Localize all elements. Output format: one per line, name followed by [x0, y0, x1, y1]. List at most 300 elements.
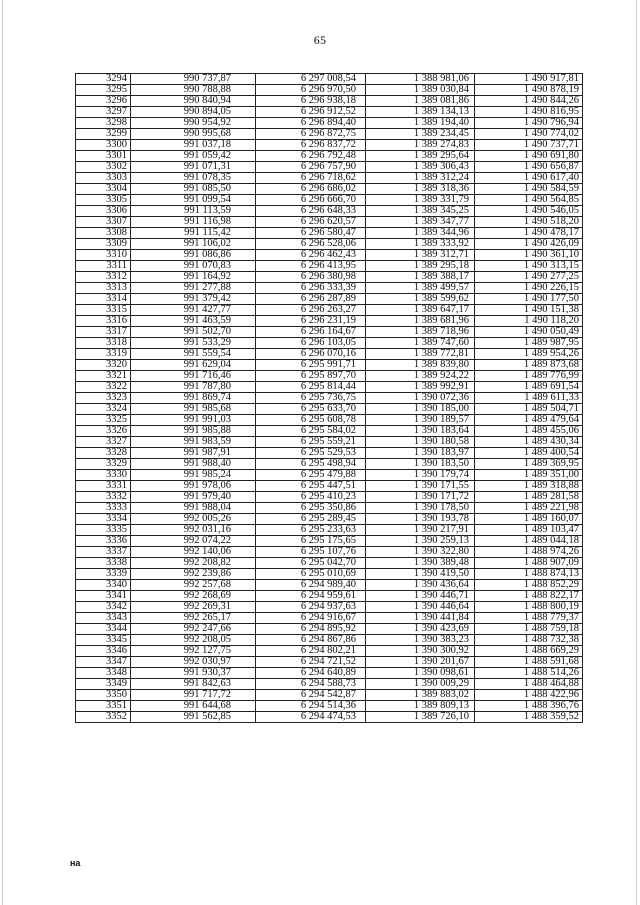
point-number-cell: 3298 [76, 118, 131, 129]
coordinate-cell: 1 490 050,49 [475, 327, 583, 338]
coordinate-cell: 1 389 081,86 [366, 96, 475, 107]
point-number-cell: 3306 [76, 206, 131, 217]
point-number-cell: 3295 [76, 85, 131, 96]
table-row [76, 448, 583, 459]
coordinate-cell: 992 257,68 [131, 580, 256, 591]
point-number-cell: 3304 [76, 184, 131, 195]
coordinate-cell: 6 294 542,87 [256, 690, 366, 701]
coordinate-cell: 992 031,16 [131, 525, 256, 536]
coordinate-cell: 1 389 809,13 [366, 701, 475, 712]
table-row [76, 338, 583, 349]
coordinate-cell: 1 389 883,02 [366, 690, 475, 701]
coordinate-cell: 6 294 867,86 [256, 635, 366, 646]
coordinate-cell: 991 115,42 [131, 228, 256, 239]
coordinate-cell: 1 390 383,23 [366, 635, 475, 646]
point-number-cell: 3338 [76, 558, 131, 569]
point-number-cell: 3339 [76, 569, 131, 580]
table-row [76, 558, 583, 569]
point-number-cell: 3327 [76, 437, 131, 448]
point-number-cell: 3308 [76, 228, 131, 239]
coordinate-cell: 6 295 010,69 [256, 569, 366, 580]
coordinate-cell: 1 488 422,96 [475, 690, 583, 701]
coordinate-cell: 1 389 718,96 [366, 327, 475, 338]
coordinate-cell: 1 389 681,96 [366, 316, 475, 327]
table-row [76, 118, 583, 129]
coordinate-cell: 1 390 436,64 [366, 580, 475, 591]
coordinate-cell: 1 489 103,47 [475, 525, 583, 536]
coordinate-cell: 991 116,98 [131, 217, 256, 228]
coordinate-cell: 1 389 347,77 [366, 217, 475, 228]
coordinate-cell: 991 059,42 [131, 151, 256, 162]
coordinate-cell: 991 978,06 [131, 481, 256, 492]
coordinate-cell: 1 390 178,50 [366, 503, 475, 514]
point-number-cell: 3312 [76, 272, 131, 283]
coordinate-cell: 6 296 686,02 [256, 184, 366, 195]
coordinate-cell: 1 488 874,13 [475, 569, 583, 580]
coordinate-cell: 991 086,86 [131, 250, 256, 261]
table-row [76, 591, 583, 602]
coordinate-cell: 1 489 455,06 [475, 426, 583, 437]
coordinate-cell: 991 787,80 [131, 382, 256, 393]
coordinate-cell: 6 295 529,53 [256, 448, 366, 459]
coordinate-cell: 991 985,24 [131, 470, 256, 481]
table-row [76, 250, 583, 261]
coordinate-cell: 1 390 322,80 [366, 547, 475, 558]
coordinate-cell: 6 295 897,70 [256, 371, 366, 382]
coordinate-cell: 6 296 757,90 [256, 162, 366, 173]
table-row [76, 635, 583, 646]
coordinate-cell: 6 295 633,70 [256, 404, 366, 415]
coordinate-cell: 6 296 103,05 [256, 338, 366, 349]
coordinate-cell: 1 490 177,50 [475, 294, 583, 305]
coordinate-cell: 1 389 306,43 [366, 162, 475, 173]
point-number-cell: 3349 [76, 679, 131, 690]
coordinate-cell: 6 294 588,73 [256, 679, 366, 690]
table-row [76, 305, 583, 316]
coordinate-cell: 1 488 800,19 [475, 602, 583, 613]
coordinate-cell: 6 295 175,65 [256, 536, 366, 547]
coordinate-cell: 6 295 559,21 [256, 437, 366, 448]
coordinate-cell: 1 390 193,78 [366, 514, 475, 525]
table-row [76, 404, 583, 415]
page-edge-right [636, 0, 637, 905]
coordinate-cell: 1 389 331,79 [366, 195, 475, 206]
point-number-cell: 3307 [76, 217, 131, 228]
table-row [76, 283, 583, 294]
coordinate-cell: 991 987,91 [131, 448, 256, 459]
table-row [76, 360, 583, 371]
coordinate-cell: 991 979,40 [131, 492, 256, 503]
point-number-cell: 3347 [76, 657, 131, 668]
point-number-cell: 3335 [76, 525, 131, 536]
table-row [76, 316, 583, 327]
coordinate-cell: 6 296 380,98 [256, 272, 366, 283]
coordinate-cell: 1 390 189,57 [366, 415, 475, 426]
coordinate-cell: 1 490 361,10 [475, 250, 583, 261]
point-number-cell: 3301 [76, 151, 131, 162]
point-number-cell: 3352 [76, 712, 131, 723]
coordinate-cell: 6 294 640,89 [256, 668, 366, 679]
coordinates-table-body [76, 74, 583, 723]
coordinate-cell: 1 390 009,29 [366, 679, 475, 690]
point-number-cell: 3328 [76, 448, 131, 459]
coordinate-cell: 991 037,18 [131, 140, 256, 151]
table-row [76, 206, 583, 217]
point-number-cell: 3316 [76, 316, 131, 327]
point-number-cell: 3346 [76, 646, 131, 657]
table-row [76, 492, 583, 503]
coordinate-cell: 990 788,88 [131, 85, 256, 96]
coordinate-cell: 991 463,59 [131, 316, 256, 327]
coordinate-cell: 1 389 333,92 [366, 239, 475, 250]
coordinate-cell: 6 294 802,21 [256, 646, 366, 657]
coordinate-cell: 1 490 564,85 [475, 195, 583, 206]
table-row [76, 481, 583, 492]
point-number-cell: 3351 [76, 701, 131, 712]
coordinate-cell: 1 389 312,24 [366, 173, 475, 184]
coordinate-cell: 1 390 072,36 [366, 393, 475, 404]
point-number-cell: 3329 [76, 459, 131, 470]
point-number-cell: 3322 [76, 382, 131, 393]
point-number-cell: 3326 [76, 426, 131, 437]
table-row [76, 195, 583, 206]
table-row [76, 294, 583, 305]
coordinate-cell: 1 489 691,54 [475, 382, 583, 393]
coordinate-cell: 1 490 118,20 [475, 316, 583, 327]
coordinate-cell: 1 390 180,58 [366, 437, 475, 448]
coordinate-cell: 992 208,05 [131, 635, 256, 646]
coordinate-cell: 991 644,68 [131, 701, 256, 712]
coordinate-cell: 6 296 333,39 [256, 283, 366, 294]
table-row [76, 613, 583, 624]
coordinate-cell: 1 390 179,74 [366, 470, 475, 481]
table-row [76, 261, 583, 272]
coordinate-cell: 1 389 747,60 [366, 338, 475, 349]
coordinate-cell: 990 840,94 [131, 96, 256, 107]
coordinate-cell: 6 296 912,52 [256, 107, 366, 118]
coordinate-cell: 1 390 217,91 [366, 525, 475, 536]
coordinate-cell: 991 717,72 [131, 690, 256, 701]
coordinate-cell: 6 294 937,63 [256, 602, 366, 613]
point-number-cell: 3297 [76, 107, 131, 118]
coordinate-cell: 6 295 498,94 [256, 459, 366, 470]
coordinate-cell: 1 389 388,17 [366, 272, 475, 283]
coordinate-cell: 1 490 277,25 [475, 272, 583, 283]
point-number-cell: 3350 [76, 690, 131, 701]
coordinate-cell: 1 489 400,54 [475, 448, 583, 459]
page-edge-left [2, 0, 3, 905]
point-number-cell: 3343 [76, 613, 131, 624]
table-row [76, 74, 583, 85]
coordinate-cell: 1 490 226,15 [475, 283, 583, 294]
coordinate-cell: 1 489 044,18 [475, 536, 583, 547]
coordinate-cell: 6 295 814,44 [256, 382, 366, 393]
coordinate-cell: 6 294 959,61 [256, 591, 366, 602]
coordinate-cell: 1 490 617,40 [475, 173, 583, 184]
coordinate-cell: 1 490 737,71 [475, 140, 583, 151]
coordinate-cell: 6 296 070,16 [256, 349, 366, 360]
coordinate-cell: 1 489 281,58 [475, 492, 583, 503]
coordinate-cell: 991 113,59 [131, 206, 256, 217]
coordinate-cell: 6 297 008,54 [256, 74, 366, 85]
table-row [76, 96, 583, 107]
point-number-cell: 3315 [76, 305, 131, 316]
coordinate-cell: 991 106,02 [131, 239, 256, 250]
point-number-cell: 3303 [76, 173, 131, 184]
point-number-cell: 3313 [76, 283, 131, 294]
coordinate-cell: 1 389 499,57 [366, 283, 475, 294]
coordinate-cell: 992 030,97 [131, 657, 256, 668]
coordinate-cell: 1 488 359,52 [475, 712, 583, 723]
point-number-cell: 3323 [76, 393, 131, 404]
point-number-cell: 3336 [76, 536, 131, 547]
coordinate-cell: 1 489 479,64 [475, 415, 583, 426]
coordinate-cell: 1 390 171,72 [366, 492, 475, 503]
table-row [76, 514, 583, 525]
coordinate-cell: 1 490 478,17 [475, 228, 583, 239]
table-row [76, 712, 583, 723]
coordinate-cell: 991 071,31 [131, 162, 256, 173]
coordinate-cell: 1 389 839,80 [366, 360, 475, 371]
coordinate-cell: 1 490 917,81 [475, 74, 583, 85]
coordinate-cell: 992 127,75 [131, 646, 256, 657]
coordinate-cell: 1 490 691,80 [475, 151, 583, 162]
table-row [76, 415, 583, 426]
table-row [76, 602, 583, 613]
coordinate-cell: 1 388 981,06 [366, 74, 475, 85]
table-row [76, 184, 583, 195]
coordinate-cell: 1 389 992,91 [366, 382, 475, 393]
table-row [76, 569, 583, 580]
coordinate-cell: 1 489 954,26 [475, 349, 583, 360]
point-number-cell: 3342 [76, 602, 131, 613]
table-row [76, 624, 583, 635]
coordinate-cell: 991 562,85 [131, 712, 256, 723]
coordinate-cell: 1 489 987,95 [475, 338, 583, 349]
coordinate-cell: 1 488 669,29 [475, 646, 583, 657]
coordinate-cell: 1 390 098,61 [366, 668, 475, 679]
coordinate-cell: 1 389 274,83 [366, 140, 475, 151]
point-number-cell: 3309 [76, 239, 131, 250]
coordinate-cell: 1 390 446,64 [366, 602, 475, 613]
coordinate-cell: 1 488 464,88 [475, 679, 583, 690]
coordinate-cell: 6 294 514,36 [256, 701, 366, 712]
coordinate-cell: 991 078,35 [131, 173, 256, 184]
coordinate-cell: 6 296 580,47 [256, 228, 366, 239]
coordinate-cell: 1 390 201,67 [366, 657, 475, 668]
point-number-cell: 3314 [76, 294, 131, 305]
coordinate-cell: 991 988,04 [131, 503, 256, 514]
point-number-cell: 3299 [76, 129, 131, 140]
table-row [76, 437, 583, 448]
coordinate-cell: 1 490 774,02 [475, 129, 583, 140]
coordinate-cell: 6 296 462,43 [256, 250, 366, 261]
coordinate-cell: 991 716,46 [131, 371, 256, 382]
table-row [76, 151, 583, 162]
page-number: 65 [313, 33, 327, 47]
coordinate-cell: 1 389 318,36 [366, 184, 475, 195]
coordinate-cell: 991 427,77 [131, 305, 256, 316]
coordinate-cell: 1 490 426,09 [475, 239, 583, 250]
coordinate-cell: 1 390 389,48 [366, 558, 475, 569]
point-number-cell: 3337 [76, 547, 131, 558]
table-row [76, 580, 583, 591]
table-row [76, 173, 583, 184]
coordinate-cell: 1 390 183,64 [366, 426, 475, 437]
coordinate-cell: 6 294 895,92 [256, 624, 366, 635]
coordinate-cell: 1 389 312,71 [366, 250, 475, 261]
coordinate-cell: 1 389 295,18 [366, 261, 475, 272]
coordinate-cell: 1 490 796,94 [475, 118, 583, 129]
coordinate-cell: 6 296 231,19 [256, 316, 366, 327]
coordinate-cell: 1 390 441,84 [366, 613, 475, 624]
coordinate-cell: 6 296 872,75 [256, 129, 366, 140]
coordinate-cell: 6 295 289,45 [256, 514, 366, 525]
coordinate-cell: 1 488 759,18 [475, 624, 583, 635]
point-number-cell: 3341 [76, 591, 131, 602]
coordinate-cell: 992 005,26 [131, 514, 256, 525]
table-row [76, 129, 583, 140]
coordinate-cell: 992 269,31 [131, 602, 256, 613]
coordinate-cell: 1 389 599,62 [366, 294, 475, 305]
table-row [76, 140, 583, 151]
table-row [76, 459, 583, 470]
coordinate-cell: 991 991,03 [131, 415, 256, 426]
coordinate-cell: 6 296 287,89 [256, 294, 366, 305]
coordinate-cell: 6 296 263,27 [256, 305, 366, 316]
coordinate-cell: 991 379,42 [131, 294, 256, 305]
coordinate-cell: 992 239,86 [131, 569, 256, 580]
table-row [76, 470, 583, 481]
point-number-cell: 3330 [76, 470, 131, 481]
table-row [76, 239, 583, 250]
coordinate-cell: 6 296 718,62 [256, 173, 366, 184]
point-number-cell: 3340 [76, 580, 131, 591]
point-number-cell: 3348 [76, 668, 131, 679]
footer-mark: на [70, 858, 81, 868]
coordinate-cell: 992 140,06 [131, 547, 256, 558]
coordinate-cell: 1 389 234,45 [366, 129, 475, 140]
coordinate-cell: 1 390 419,50 [366, 569, 475, 580]
coordinate-cell: 1 488 822,17 [475, 591, 583, 602]
table-row [76, 536, 583, 547]
point-number-cell: 3324 [76, 404, 131, 415]
point-number-cell: 3332 [76, 492, 131, 503]
coordinate-cell: 1 489 873,68 [475, 360, 583, 371]
coordinate-cell: 991 099,54 [131, 195, 256, 206]
point-number-cell: 3331 [76, 481, 131, 492]
coordinate-cell: 1 488 974,26 [475, 547, 583, 558]
table-row [76, 393, 583, 404]
coordinate-cell: 1 489 351,00 [475, 470, 583, 481]
coordinate-cell: 1 490 151,38 [475, 305, 583, 316]
table-row [76, 426, 583, 437]
coordinate-cell: 1 488 514,26 [475, 668, 583, 679]
point-number-cell: 3319 [76, 349, 131, 360]
coordinate-cell: 6 296 528,06 [256, 239, 366, 250]
table-row [76, 272, 583, 283]
table-row [76, 371, 583, 382]
coordinate-cell: 1 488 907,09 [475, 558, 583, 569]
table-row [76, 228, 583, 239]
coordinate-cell: 1 389 030,84 [366, 85, 475, 96]
coordinate-cell: 991 070,83 [131, 261, 256, 272]
coordinate-cell: 6 295 350,86 [256, 503, 366, 514]
coordinate-cell: 1 490 518,20 [475, 217, 583, 228]
table-row [76, 107, 583, 118]
coordinate-cell: 6 296 938,18 [256, 96, 366, 107]
table-row [76, 646, 583, 657]
coordinate-cell: 1 390 171,55 [366, 481, 475, 492]
coordinate-cell: 6 295 479,88 [256, 470, 366, 481]
table-row [76, 349, 583, 360]
coordinate-cell: 991 559,54 [131, 349, 256, 360]
coordinate-cell: 991 988,40 [131, 459, 256, 470]
point-number-cell: 3344 [76, 624, 131, 635]
coordinate-cell: 6 296 666,70 [256, 195, 366, 206]
point-number-cell: 3302 [76, 162, 131, 173]
coordinate-cell: 1 488 779,37 [475, 613, 583, 624]
point-number-cell: 3317 [76, 327, 131, 338]
coordinate-cell: 6 296 792,48 [256, 151, 366, 162]
coordinate-cell: 6 295 584,02 [256, 426, 366, 437]
coordinate-cell: 991 930,37 [131, 668, 256, 679]
coordinate-cell: 6 296 970,50 [256, 85, 366, 96]
coordinate-cell: 1 488 852,29 [475, 580, 583, 591]
coordinate-cell: 1 389 772,81 [366, 349, 475, 360]
table-row [76, 547, 583, 558]
coordinate-cell: 1 490 816,95 [475, 107, 583, 118]
point-number-cell: 3345 [76, 635, 131, 646]
coordinate-cell: 1 490 844,26 [475, 96, 583, 107]
coordinate-cell: 992 208,82 [131, 558, 256, 569]
table-row [76, 327, 583, 338]
point-number-cell: 3318 [76, 338, 131, 349]
coordinate-cell: 1 390 300,92 [366, 646, 475, 657]
coordinate-cell: 1 490 546,05 [475, 206, 583, 217]
coordinate-cell: 990 954,92 [131, 118, 256, 129]
coordinate-cell: 991 983,59 [131, 437, 256, 448]
coordinate-cell: 6 295 233,63 [256, 525, 366, 536]
coordinate-cell: 1 490 584,59 [475, 184, 583, 195]
table-row [76, 657, 583, 668]
coordinate-cell: 992 247,66 [131, 624, 256, 635]
table-row [76, 525, 583, 536]
coordinate-cell: 991 985,88 [131, 426, 256, 437]
coordinate-cell: 6 295 608,78 [256, 415, 366, 426]
coordinate-cell: 1 389 134,13 [366, 107, 475, 118]
point-number-cell: 3300 [76, 140, 131, 151]
coordinate-cell: 1 389 726,10 [366, 712, 475, 723]
table-row [76, 162, 583, 173]
table-row [76, 679, 583, 690]
coordinate-cell: 6 295 042,70 [256, 558, 366, 569]
point-number-cell: 3320 [76, 360, 131, 371]
coordinates-table [75, 73, 583, 723]
coordinate-cell: 1 490 313,15 [475, 261, 583, 272]
coordinate-cell: 6 295 736,75 [256, 393, 366, 404]
coordinate-cell: 1 389 344,96 [366, 228, 475, 239]
coordinate-cell: 1 389 345,25 [366, 206, 475, 217]
coordinate-cell: 6 294 474,53 [256, 712, 366, 723]
point-number-cell: 3333 [76, 503, 131, 514]
coordinate-cell: 1 489 611,33 [475, 393, 583, 404]
coordinate-cell: 6 296 837,72 [256, 140, 366, 151]
coordinate-cell: 1 390 185,00 [366, 404, 475, 415]
coordinate-cell: 1 390 183,97 [366, 448, 475, 459]
coordinate-cell: 1 390 183,50 [366, 459, 475, 470]
coordinate-cell: 1 489 504,71 [475, 404, 583, 415]
